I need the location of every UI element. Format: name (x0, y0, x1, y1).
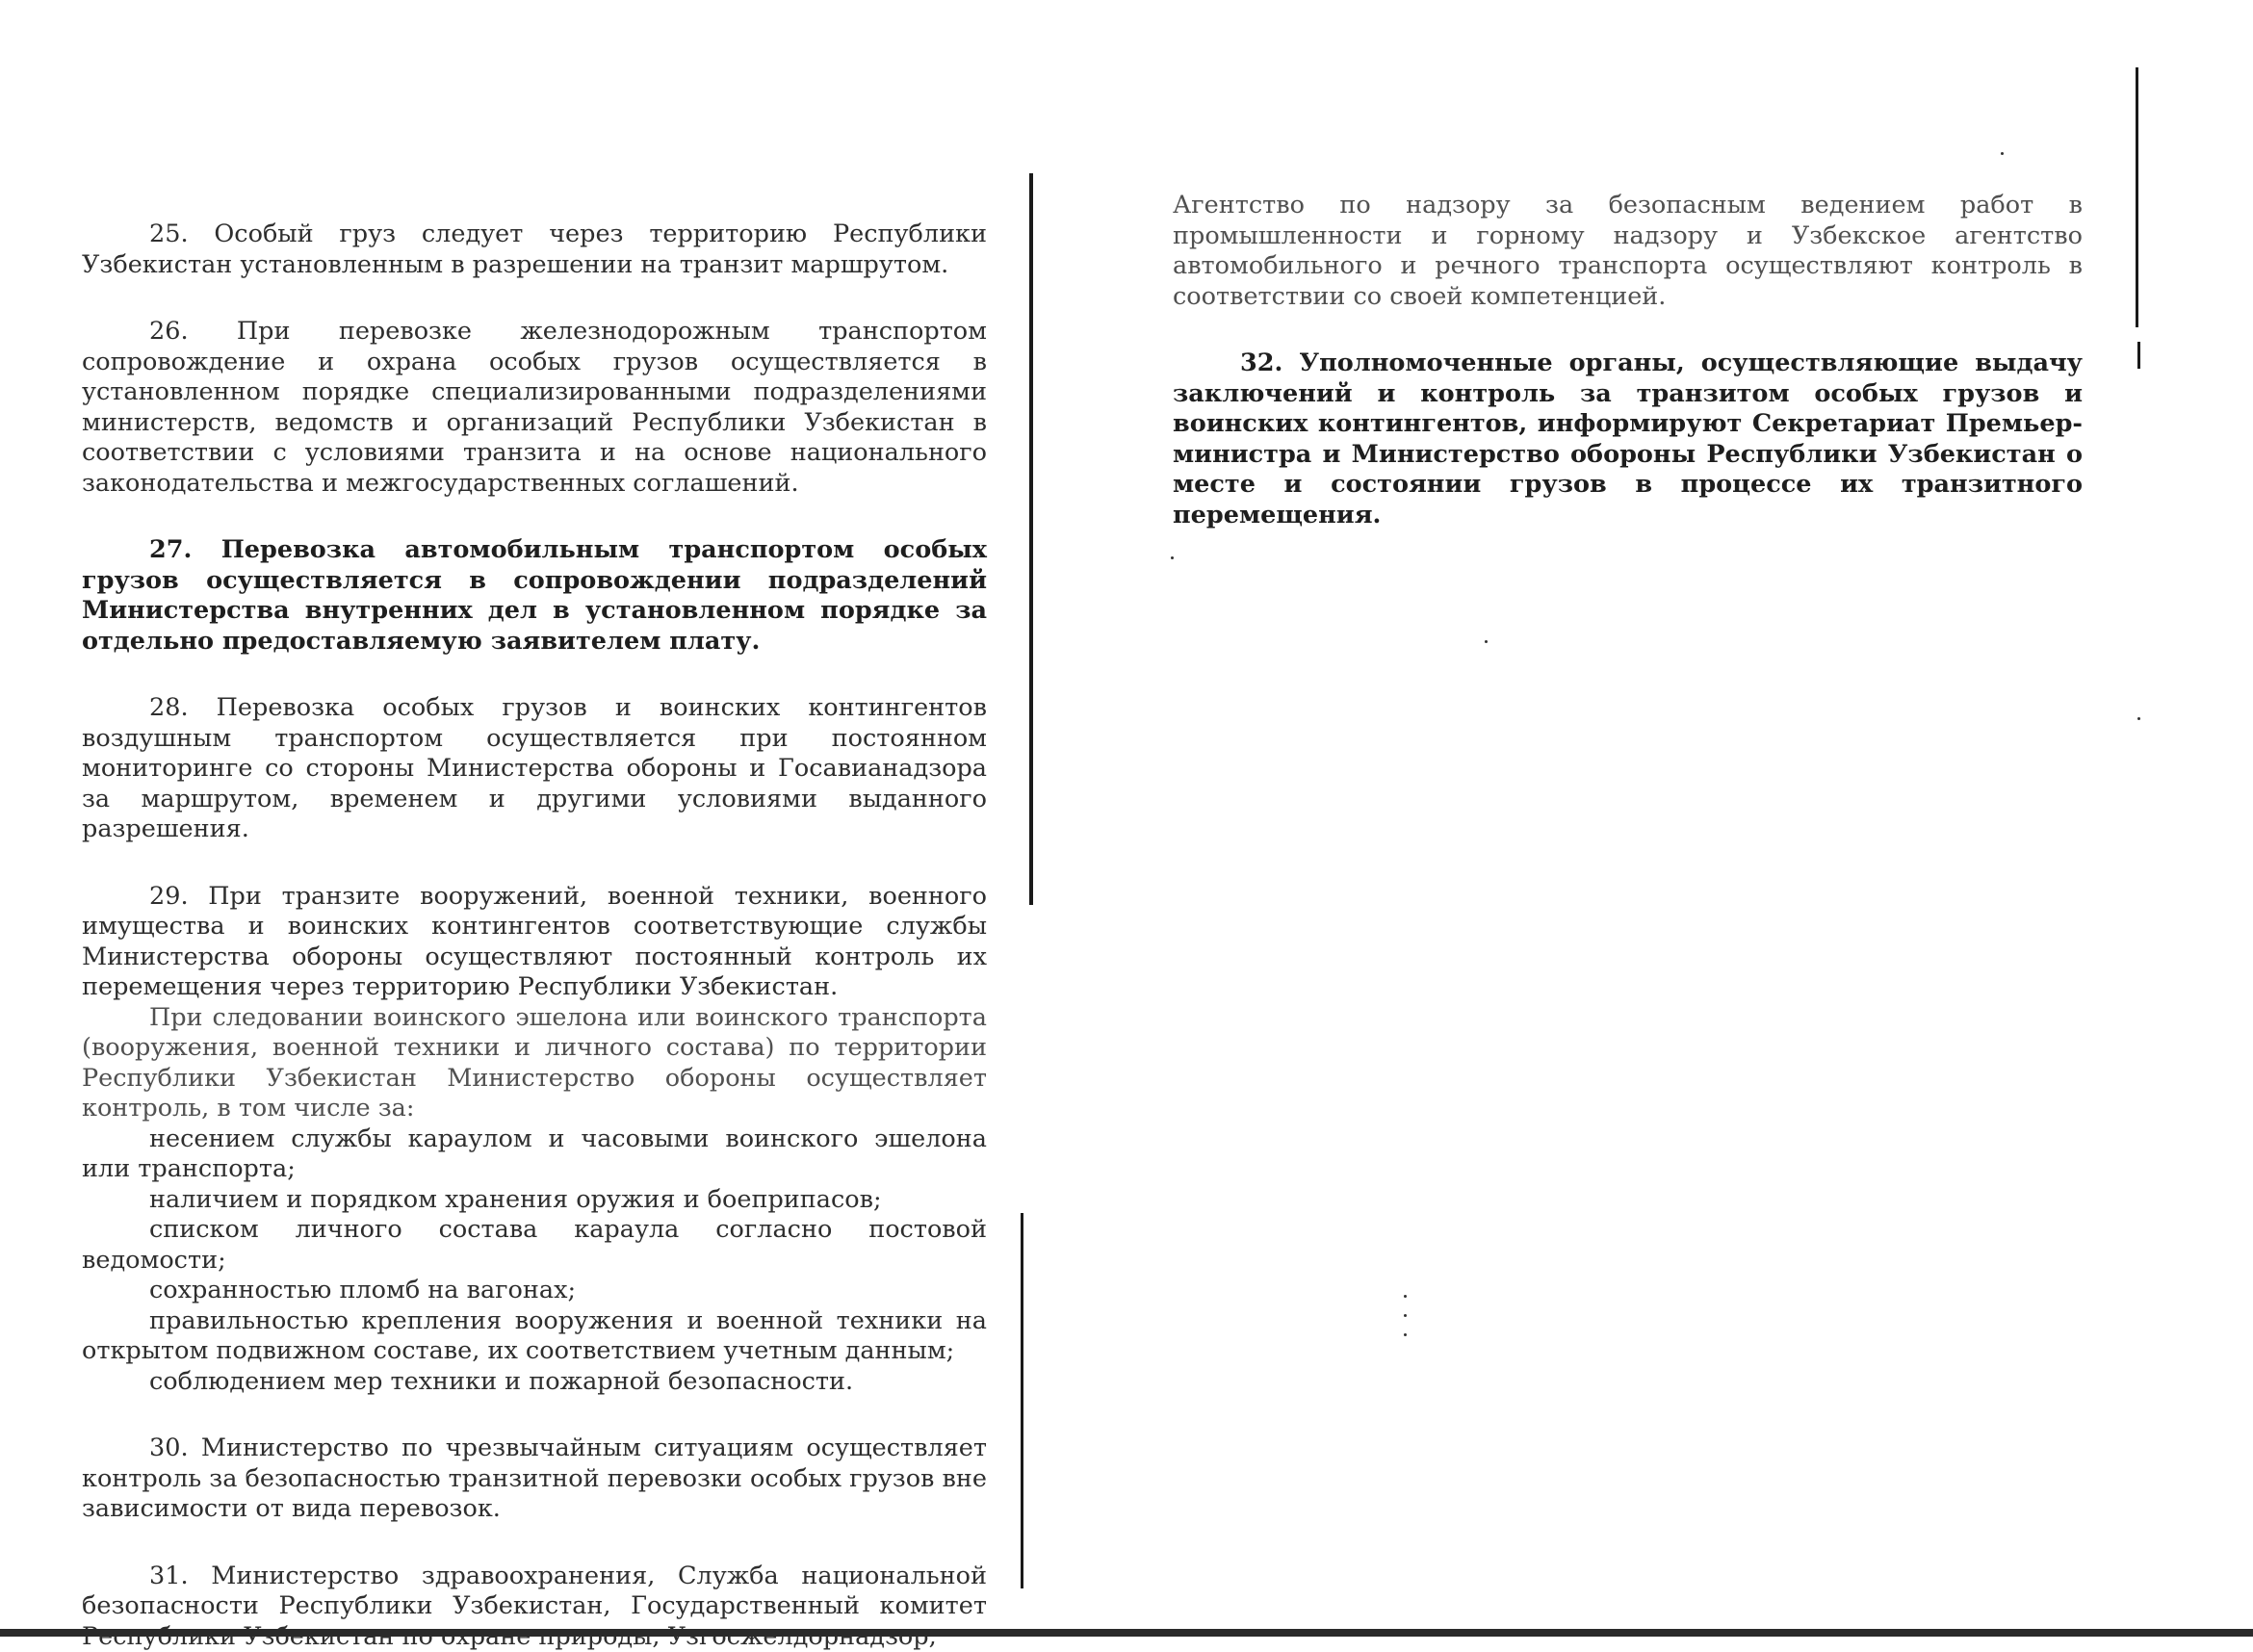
scan-bottom-edge (0, 1629, 2253, 1637)
list-item: списком личного состава караула согласно постовой ведомости; (82, 1215, 987, 1276)
scan-speck (2137, 717, 2140, 720)
right-page-column (1173, 191, 2083, 567)
list-item: наличием и порядком хранения оружия и боеприпасов; (82, 1185, 987, 1216)
paragraph-26: 26. При перевозке железнодорожным транспортом сопровождение и охрана особых грузов осуществляется в установленном порядке специализированными подразделениями министерств, ведомств и организаций Республики Узбекистан в соответствии с условиями транзита и на основе национального законодательства и межгосударственных соглашений. (82, 317, 987, 499)
paragraph-32: 32. Уполномоченные органы, осуществляющие выдачу заключений и контроль за транзитом особых грузов и воинских контингентов, информируют Секретариат Премьер-министра и Министерство обороны Республики Узбекистан о месте и состоянии грузов в процессе их транзитного перемещения. (1173, 348, 2083, 530)
paragraph-27: 27. Перевозка автомобильным транспортом особых грузов осуществляется в сопровождении подразделений Министерства внутренних дел в установленном порядке за отдельно предоставляемую заявителем плату. (82, 535, 987, 657)
scan-speck (1404, 1314, 1407, 1317)
paragraph-30: 30. Министерство по чрезвычайным ситуациям осуществляет контроль за безопасностью транзитной перевозки особых грузов вне зависимости от вида перевозок. (82, 1433, 987, 1525)
scan-speck (1404, 1295, 1407, 1298)
scan-speck (1404, 1333, 1407, 1336)
paragraph-25: 25. Особый груз следует через территорию Республики Узбекистан установленным в разрешении на транзит маршрутом. (82, 219, 987, 280)
binding-edge-line-lower (1021, 1213, 1023, 1588)
right-margin-tick (2137, 342, 2140, 369)
scan-speck (2001, 152, 2004, 155)
paragraph-31-continuation: Агентство по надзору за безопасным ведением работ в промышленности и горному надзору и Узбекское агентство автомобильного и речного транспорта осуществляют контроль в соответствии со своей компетенцией. (1173, 191, 2083, 312)
list-item: несением службы караулом и часовыми воинского эшелона или транспорта; (82, 1124, 987, 1185)
left-page-column (82, 219, 987, 1652)
scan-speck (1485, 640, 1488, 643)
list-item: сохранностью пломб на вагонах; (82, 1276, 987, 1306)
list-item: соблюдением мер техники и пожарной безопасности. (82, 1367, 987, 1398)
list-item: правильностью крепления вооружения и военной техники на открытом подвижном составе, их соответствием учетным данным; (82, 1306, 987, 1367)
binding-edge-line (1029, 173, 1033, 905)
right-margin-line (2136, 67, 2138, 327)
paragraph-31: 31. Министерство здравоохранения, Служба национальной безопасности Республики Узбекистан, Государственный комитет (82, 1562, 987, 1652)
paragraph-29-subsection: При следовании воинского эшелона или воинского транспорта (вооружения, военной техники и личного состава) по территории Республики Узбекистан Министерство обороны осуществляет контроль, в том числе за: (82, 1003, 987, 1124)
paragraph-29: 29. При транзите вооружений, военной техники, военного имущества и воинских контингентов соответствующие службы Министерства обороны осуществляют постоянный контроль их перемещения через территорию Республики Узбекистан. (82, 882, 987, 1003)
paragraph-28: 28. Перевозка особых грузов и воинских контингентов воздушным транспортом осуществляется при постоянном мониторинге со стороны Министерства обороны и Госавианадзора за маршрутом, временем и другими условиями выданного разрешения. (82, 693, 987, 845)
scan-speck (1171, 556, 1174, 559)
